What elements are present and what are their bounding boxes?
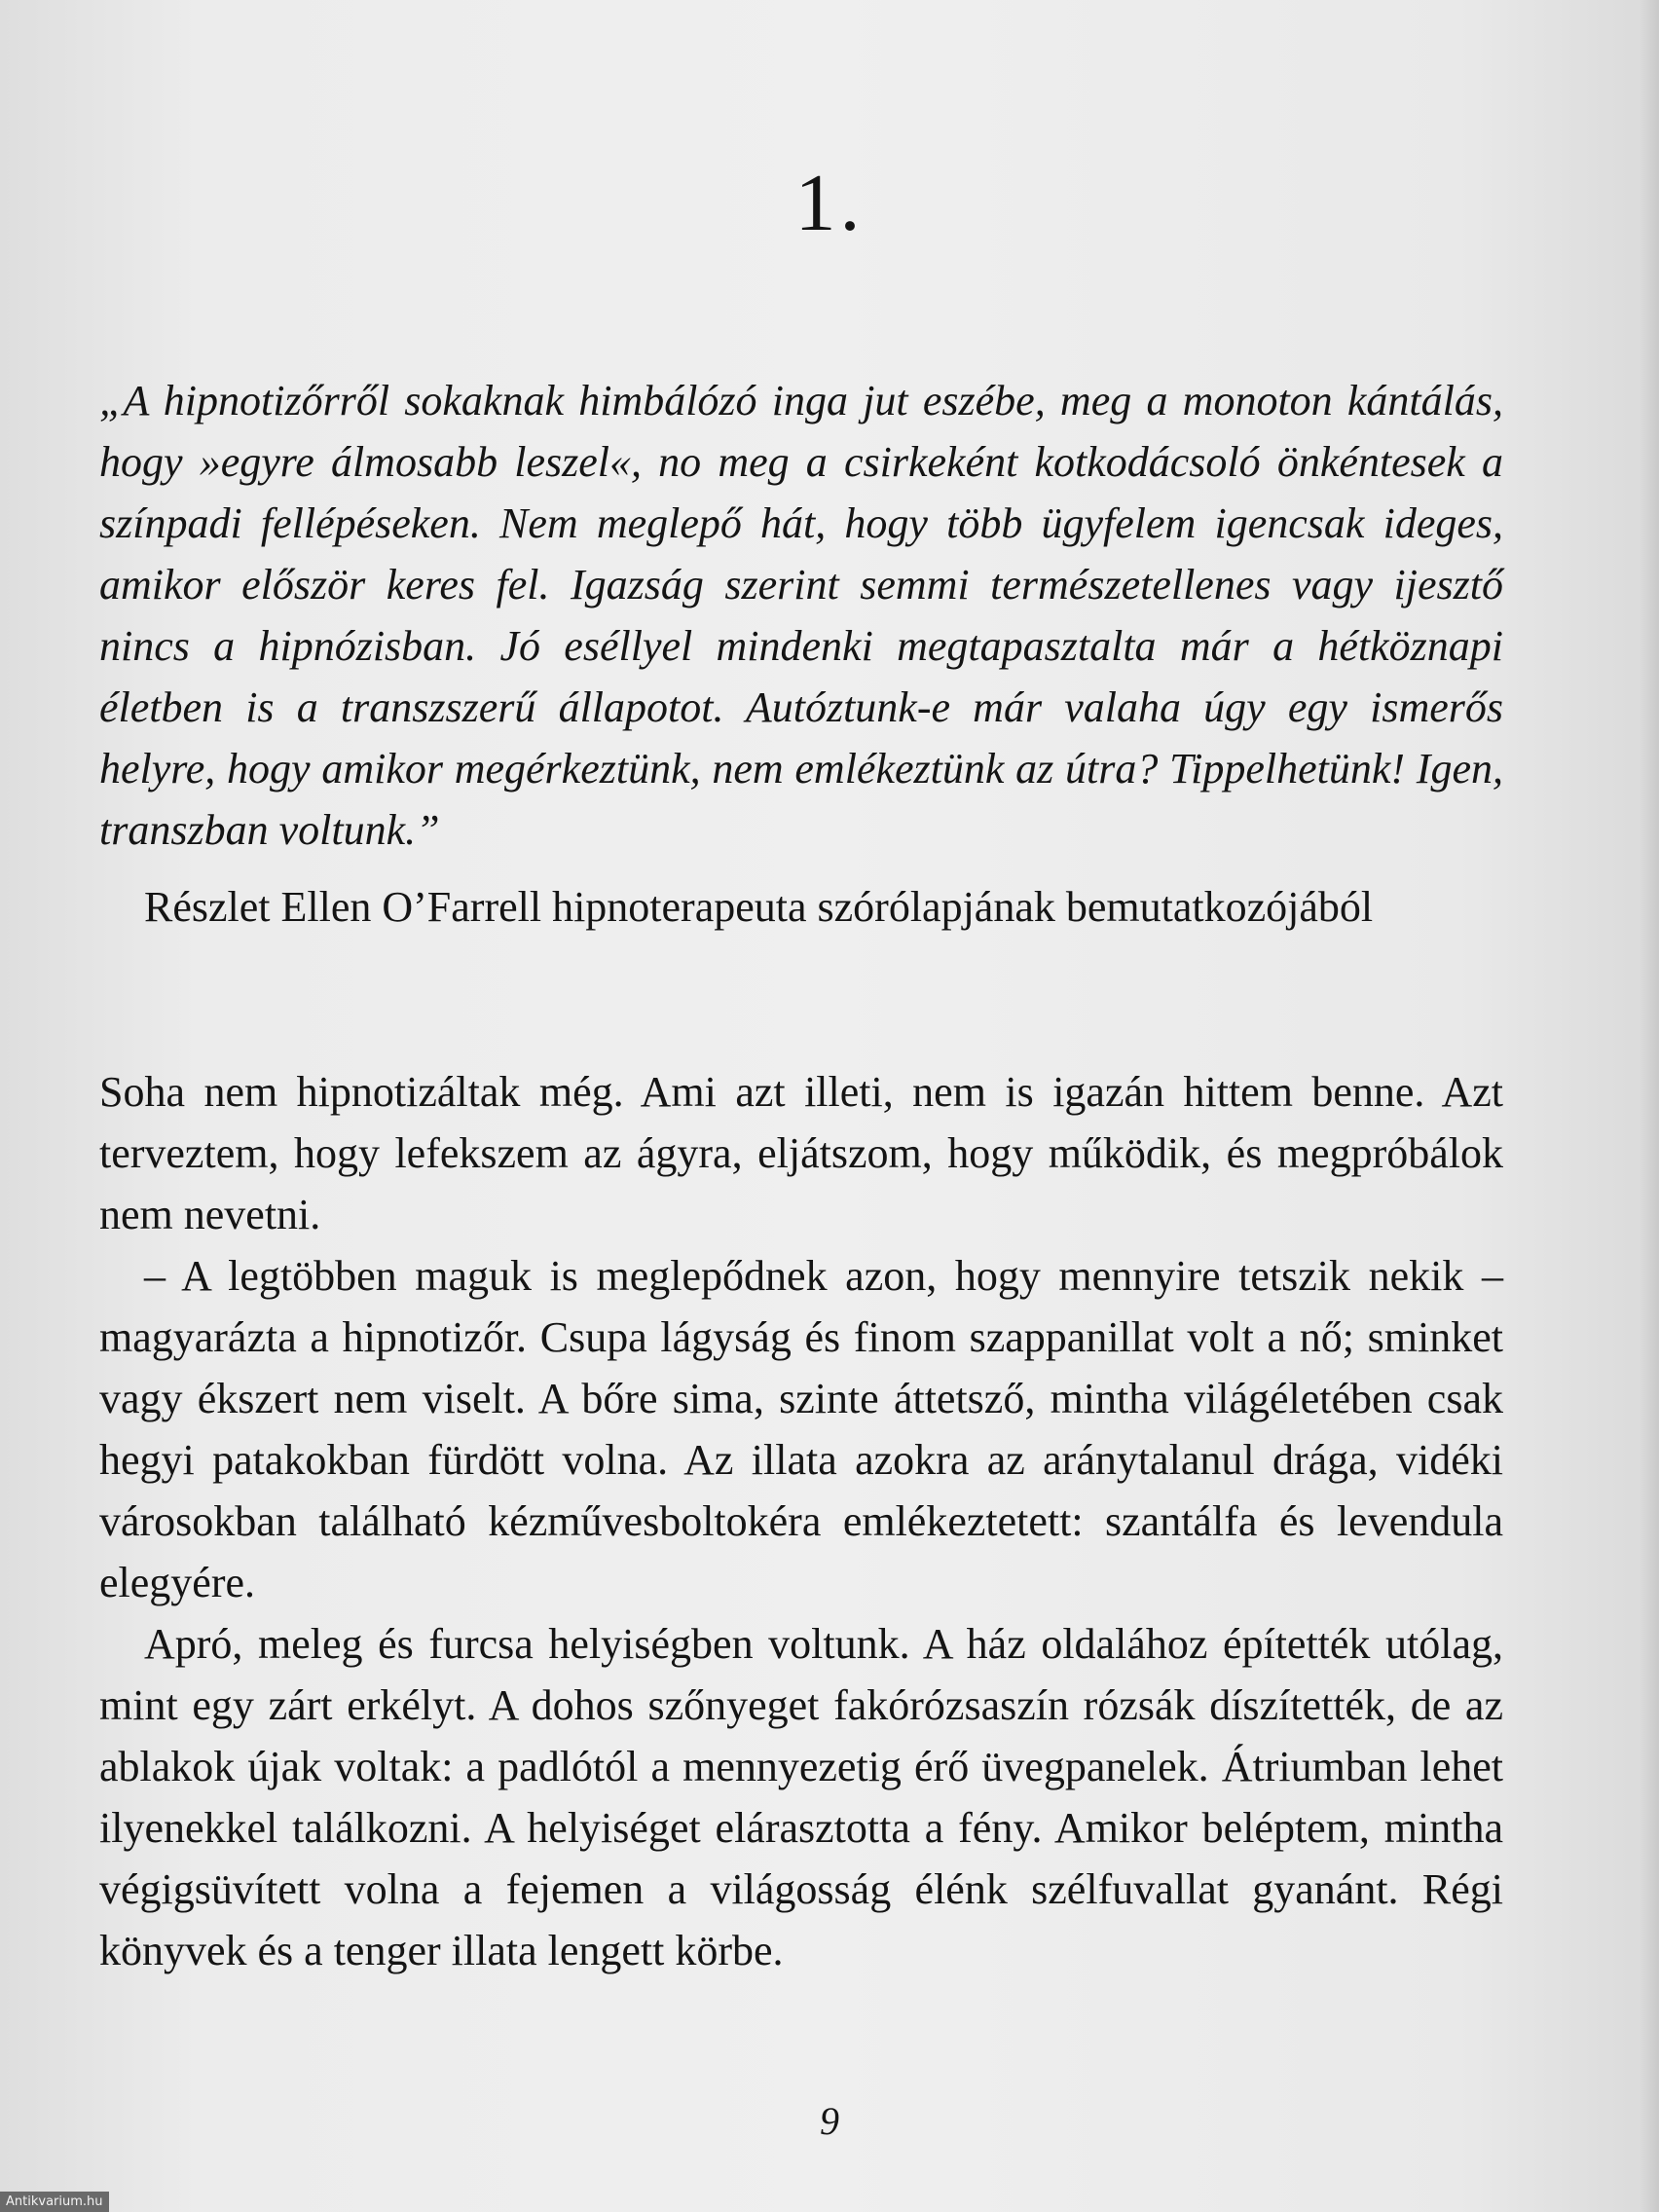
epigraph-text: „A hipnotizőrről sokaknak himbálózó inga jut eszébe, meg a monoton kántálás, hogy »egyre álmosabb leszel«, no meg a csirkeként kotkodácsoló önkéntesek a színpadi fellépéseken. Nem meglepő hát, hogy több ügyfelem igencsak ideges, amikor először keres fel. Igazság szerint semmi természetellenes vagy ijesztő nincs a hipnózisban. Jó eséllyel mindenki megtapasztalta már a hétköznapi életben is a transzszerű állapotot. Autóztunk-e már valaha úgy egy ismerős helyre, hogy amikor megérkeztünk, nem emlékeztünk az útra? Tippelhetünk! Igen, transzban voltunk.” — [99, 377, 1503, 854]
watermark: Antikvarium.hu — [0, 2192, 109, 2212]
page-number: 9 — [820, 2099, 839, 2143]
paragraph: Apró, meleg és furcsa helyiségben voltunk. A ház oldalához építették utólag, mint egy zárt erkélyt. A dohos szőnyeget fakórózsaszín rózsák díszítették, de az ablakok újak voltak: a padlótól a mennyezetig érő üvegpanelek. Átriumban lehet ilyenekkel találkozni. A helyiséget elárasztotta a fény. Amikor beléptem, mintha végigsüvített volna a fejemen a világosság élénk szélfuvallat gyanánt. Régi könyvek és a tenger illata lengett körbe. — [99, 1620, 1503, 1974]
chapter-heading: 1. — [794, 158, 865, 248]
epigraph-quote — [99, 370, 1503, 861]
body-text — [99, 1061, 1503, 1981]
epigraph-source-text: Részlet Ellen O’Farrell hipnoterapeuta szórólapjának bemutatkozójából — [144, 883, 1374, 931]
paragraph: Soha nem hipnotizáltak még. Ami azt illeti, nem is igazán hittem benne. Azt terveztem, hogy lefekszem az ágyra, eljátszom, hogy működik, és megpróbálok nem nevetni. — [99, 1068, 1503, 1238]
epigraph-source — [99, 876, 1503, 938]
paragraph: – A legtöbben maguk is meglepődnek azon, hogy mennyire tetszik nekik – magyarázta a hipnotizőr. Csupa lágyság és finom szappanillat volt a nő; sminket vagy ékszert nem viselt. A bőre sima, szinte áttetsző, mintha világéletében csak hegyi patakokban fürdött volna. Az illata azokra az aránytalanul drága, vidéki városokban található kézművesboltokéra emlékeztetett: szantálfa és levendula elegyére. — [99, 1252, 1503, 1606]
page-edge-shadow — [1640, 0, 1659, 2212]
